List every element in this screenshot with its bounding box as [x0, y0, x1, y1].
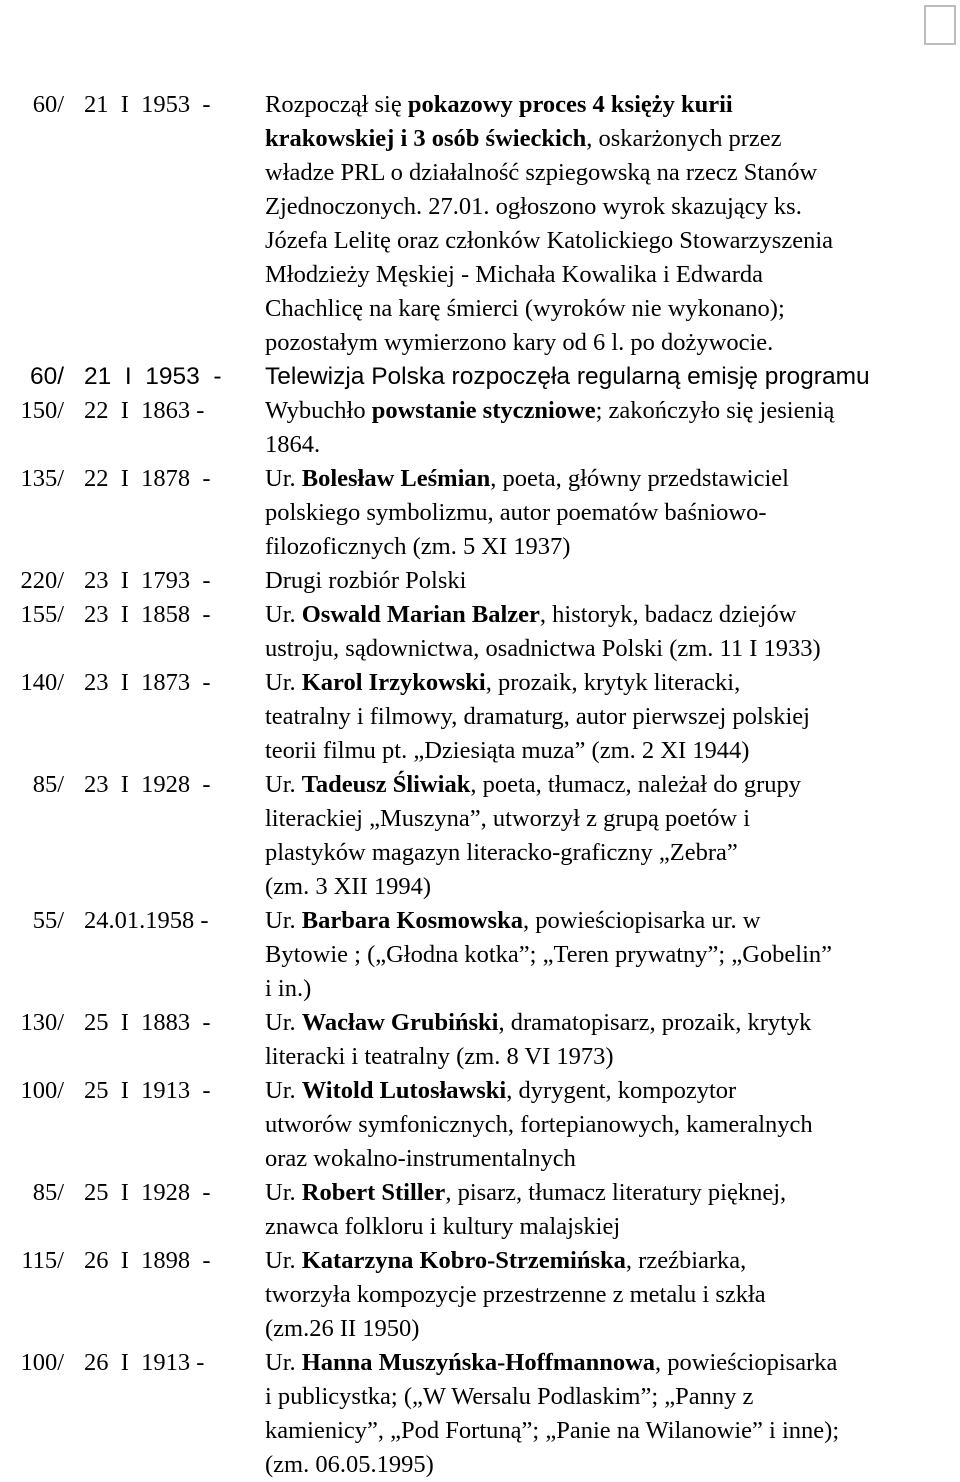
entry-text-line	[265, 496, 955, 530]
entry-text-line	[265, 1210, 955, 1244]
corner-box	[924, 5, 956, 45]
entry-segment: kamienicy”, „Pod Fortuną”; „Panie na Wilanowie” i inne);	[265, 1417, 840, 1444]
entry-text	[265, 904, 955, 1006]
entry-text-line	[265, 1346, 955, 1380]
entry-segment: Ur.	[265, 1077, 302, 1104]
entry-number: 135/	[20, 465, 64, 492]
entry-segment: Młodzieży Męskiej - Michała Kowalika i Edwarda	[265, 261, 764, 288]
entry-text-line	[265, 1040, 955, 1074]
entry-date: 21 I 1953 -	[84, 363, 222, 390]
entry-date: 23 I 1928 -	[84, 771, 211, 798]
entry-date: 25 I 1928 -	[84, 1179, 211, 1206]
entry-segment: Ur.	[265, 669, 302, 696]
entry-text-line	[265, 224, 955, 258]
entry-date: 26 I 1913 -	[84, 1349, 205, 1376]
entry-segment: Drugi rozbiór Polski	[265, 567, 467, 594]
entry-text	[265, 462, 955, 564]
entry-segment: , pisarz, tłumacz literatury pięknej,	[445, 1179, 787, 1206]
entry-text-line	[265, 1176, 955, 1210]
entry-date: 22 I 1878 -	[84, 465, 211, 492]
entry	[0, 88, 960, 360]
entry-segment: Ur.	[265, 1247, 302, 1274]
entry	[0, 666, 960, 768]
entry-text-line	[265, 1278, 955, 1312]
entry-number: 100/	[20, 1349, 64, 1376]
entry-number: 150/	[20, 397, 64, 424]
entry-segment: utworów symfonicznych, fortepianowych, kameralnych	[265, 1111, 813, 1138]
entry-number: 85/	[32, 771, 64, 798]
entry-number: 140/	[20, 669, 64, 696]
entry-text-line	[265, 1108, 955, 1142]
entry-segment: , oskarżonych przez	[586, 125, 782, 152]
entry-highlight: powstanie styczniowe	[371, 397, 596, 424]
entry-number: 60/	[32, 91, 64, 118]
entry-segment: Ur.	[265, 601, 302, 628]
entry	[0, 462, 960, 564]
entry-text-line	[265, 768, 955, 802]
entry-date: 23 I 1793 -	[84, 567, 211, 594]
entry-highlight: Witold Lutosławski	[301, 1077, 507, 1104]
entry-text-line	[265, 938, 955, 972]
entry-segment: , dyrygent, kompozytor	[506, 1077, 737, 1104]
entry	[0, 360, 960, 394]
entry	[0, 564, 960, 598]
entry	[0, 768, 960, 904]
entry-segment: teatralny i filmowy, dramaturg, autor pierwszej polskiej	[265, 703, 810, 730]
entry-text-line	[265, 564, 955, 598]
entry-segment: literacki i teatralny (zm. 8 VI 1973)	[265, 1043, 614, 1070]
entry-segment: , historyk, badacz dziejów	[539, 601, 797, 628]
entry-date: 26 I 1898 -	[84, 1247, 211, 1274]
entry-segment: , poeta, tłumacz, należał do grupy	[470, 771, 801, 798]
entry-text-line	[265, 428, 955, 462]
entry-text-line	[265, 836, 955, 870]
entry-text-line	[265, 598, 955, 632]
entry-date: 25 I 1913 -	[84, 1077, 211, 1104]
entry-highlight: Bolesław Leśmian	[301, 465, 491, 492]
entry-text-line	[265, 870, 955, 904]
entry-segment: Chachlicę na karę śmierci (wyroków nie wykonano);	[265, 295, 785, 322]
entry-text	[265, 1074, 955, 1176]
entry-segment: (zm. 06.05.1995)	[265, 1451, 434, 1478]
entry	[0, 1074, 960, 1176]
entry-text	[265, 1244, 955, 1346]
entry-text-line	[265, 1312, 955, 1346]
entry-text-line	[265, 1074, 955, 1108]
entry-segment: 1864.	[265, 431, 321, 458]
entry-segment: Ur.	[265, 771, 302, 798]
entry-text	[265, 360, 955, 394]
entry-text-line	[265, 904, 955, 938]
entry-highlight: Robert Stiller	[301, 1179, 446, 1206]
entry-text-line	[265, 972, 955, 1006]
entry-segment: Józefa Lelitę oraz członków Katolickiego Stowarzyszenia	[265, 227, 834, 254]
entry-segment: Zjednoczonych. 27.01. ogłoszono wyrok skazujący ks.	[265, 193, 802, 220]
entry-date: 21 I 1953 -	[84, 91, 211, 118]
entry-text-line	[265, 122, 955, 156]
entry-text	[265, 1006, 955, 1074]
entry-text-line	[265, 88, 955, 122]
entry-segment: i publicystka; („W Wersalu Podlaskim”; „Panny z	[265, 1383, 754, 1410]
entry-text-line	[265, 326, 955, 360]
entry-segment: Wybuchło	[265, 397, 372, 424]
entry-text-line	[265, 530, 955, 564]
entry-segment: polskiego symbolizmu, autor poematów baśniowo-	[265, 499, 767, 526]
entry-segment: Ur.	[265, 1009, 302, 1036]
entry-segment: teorii filmu pt. „Dziesiąta muza” (zm. 2 XI 1944)	[265, 737, 750, 764]
chronology-list	[0, 88, 960, 1482]
entry	[0, 904, 960, 1006]
entry-segment: literackiej „Muszyna”, utworzył z grupą poetów i	[265, 805, 751, 832]
entry-date: 24.01.1958 -	[84, 907, 209, 934]
entry-text-line	[265, 734, 955, 768]
entry-highlight: Karol Irzykowski	[301, 669, 486, 696]
entry-date: 23 I 1873 -	[84, 669, 211, 696]
entry-segment: ; zakończyło się jesienią	[595, 397, 835, 424]
entry-text-line	[265, 156, 955, 190]
entry-segment: Ur.	[265, 907, 302, 934]
entry-text	[265, 88, 955, 360]
entry-segment: władze PRL o działalność szpiegowską na rzecz Stanów	[265, 159, 818, 186]
entry-text	[265, 1176, 955, 1244]
entry-segment: pozostałym wymierzono kary od 6 l. po dożywocie.	[265, 329, 774, 356]
entry-text-line	[265, 1380, 955, 1414]
entry-segment: , powieściopisarka ur. w	[522, 907, 761, 934]
entry-highlight: Wacław Grubiński	[301, 1009, 499, 1036]
entry-segment: filozoficznych (zm. 5 XI 1937)	[265, 533, 571, 560]
entry-segment: Telewizja Polska rozpoczęła regularną emisję programu	[265, 363, 870, 390]
entry-segment: Bytowie ; („Głodna kotka”; „Teren prywatny”; „Gobelin”	[265, 941, 833, 968]
entry-segment: , prozaik, krytyk literacki,	[485, 669, 741, 696]
entry-segment: , poeta, główny przedstawiciel	[490, 465, 789, 492]
entry-segment: (zm. 3 XII 1994)	[265, 873, 432, 900]
entry-text	[265, 564, 955, 598]
entry-text-line	[265, 190, 955, 224]
entry-text	[265, 394, 955, 462]
entry-text-line	[265, 1448, 955, 1482]
entry-number: 220/	[20, 567, 64, 594]
entry-highlight: Katarzyna Kobro-Strzemińska	[301, 1247, 626, 1274]
entry-text	[265, 598, 955, 666]
entry-text-line	[265, 666, 955, 700]
entry-highlight: krakowskiej i 3 osób świeckich	[265, 125, 587, 152]
entry-segment: ustroju, sądownictwa, osadnictwa Polski (zm. 11 I 1933)	[265, 635, 821, 662]
entry-highlight: pokazowy proces 4 księży kurii	[407, 91, 733, 118]
entry-number: 55/	[32, 907, 64, 934]
entry-number: 155/	[20, 601, 64, 628]
entry-segment: tworzyła kompozycje przestrzenne z metalu i szkła	[265, 1281, 766, 1308]
entry-segment: , rzeźbiarka,	[625, 1247, 747, 1274]
entry-segment: i in.)	[265, 975, 312, 1002]
entry	[0, 1346, 960, 1482]
entry-text-line	[265, 632, 955, 666]
entry-segment: oraz wokalno-instrumentalnych	[265, 1145, 576, 1172]
entry-highlight: Oswald Marian Balzer	[301, 601, 540, 628]
entry-number: 60/	[29, 363, 64, 390]
entry-highlight: Tadeusz Śliwiak	[301, 771, 471, 798]
entry-number: 115/	[21, 1247, 64, 1274]
entry	[0, 1244, 960, 1346]
entry-text-line	[265, 700, 955, 734]
entry-date: 25 I 1883 -	[84, 1009, 211, 1036]
entry-text	[265, 768, 955, 904]
entry-segment: Ur.	[265, 1349, 302, 1376]
entry-segment: plastyków magazyn literacko-graficzny „Zebra”	[265, 839, 738, 866]
entry-segment: Ur.	[265, 465, 302, 492]
entry-segment: Rozpoczął się	[265, 91, 408, 118]
entry-date: 22 I 1863 -	[84, 397, 205, 424]
entry-text	[265, 1346, 955, 1482]
entry-segment: (zm.26 II 1950)	[265, 1315, 420, 1342]
entry	[0, 394, 960, 462]
entry-text-line	[265, 802, 955, 836]
entry-number: 85/	[32, 1179, 64, 1206]
entry-highlight: Barbara Kosmowska	[301, 907, 523, 934]
entry	[0, 1006, 960, 1074]
entry-text-line	[265, 1244, 955, 1278]
entry-segment: , powieściopisarka	[655, 1349, 838, 1376]
entry	[0, 1176, 960, 1244]
entry-text-line	[265, 292, 955, 326]
entry-highlight: Hanna Muszyńska-Hoffmannowa	[301, 1349, 656, 1376]
entry-text-line	[265, 462, 955, 496]
entry-text-line	[265, 394, 955, 428]
entry-number: 100/	[20, 1077, 64, 1104]
entry-text-line	[265, 1006, 955, 1040]
entry	[0, 598, 960, 666]
entry-text-line	[265, 1414, 955, 1448]
entry-number: 130/	[20, 1009, 64, 1036]
entry-text	[265, 666, 955, 768]
entry-segment: Ur.	[265, 1179, 302, 1206]
entry-segment: znawca folkloru i kultury malajskiej	[265, 1213, 621, 1240]
entry-text-line	[265, 258, 955, 292]
entry-segment: , dramatopisarz, prozaik, krytyk	[498, 1009, 812, 1036]
entry-text-line	[265, 360, 955, 394]
entry-date: 23 I 1858 -	[84, 601, 211, 628]
entry-text-line	[265, 1142, 955, 1176]
